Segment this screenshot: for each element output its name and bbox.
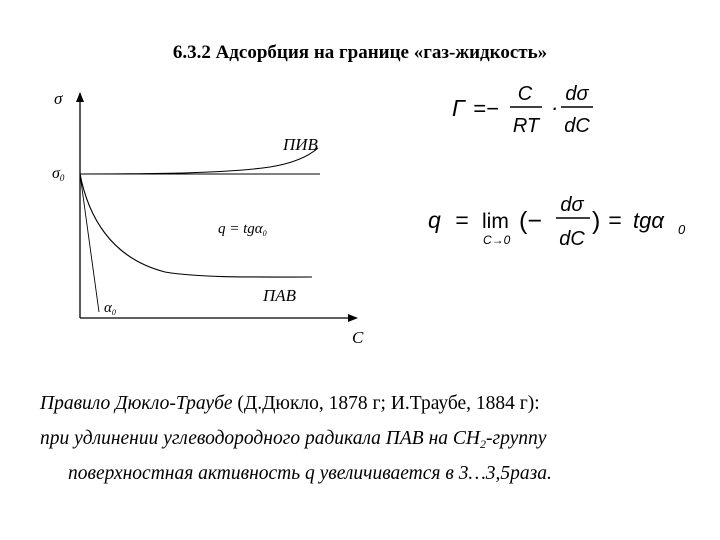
rule-line-2b: -группу bbox=[485, 428, 547, 449]
piv-label: ПИВ bbox=[283, 135, 318, 154]
x-axis-label: C bbox=[352, 328, 364, 347]
svg-text:dC: dC bbox=[559, 228, 585, 250]
y-axis-label: σ bbox=[54, 89, 63, 108]
pav-label: ПАВ bbox=[263, 286, 297, 305]
tangent-line bbox=[80, 174, 99, 312]
svg-text:tgα: tgα bbox=[633, 208, 664, 233]
slope-label: q = tgα$_0$ bbox=[218, 221, 267, 238]
limit-formula bbox=[428, 194, 686, 250]
svg-text:·: · bbox=[551, 95, 559, 120]
svg-text:dC: dC bbox=[564, 115, 590, 137]
rule-line-2a: при удлинении углеводородного радикала ПАВ на СН bbox=[40, 428, 480, 449]
rule-title-line bbox=[40, 386, 690, 421]
svg-text:C: C bbox=[517, 83, 533, 105]
pav-curve bbox=[80, 174, 312, 277]
rule-authors: (Д.Дюкло, 1878 г; И.Траубе, 1884 г): bbox=[232, 393, 540, 414]
rule-name: Правило Дюкло-Траубе bbox=[40, 393, 233, 414]
svg-text:C→0: C→0 bbox=[483, 233, 511, 247]
svg-text:RT: RT bbox=[512, 115, 540, 137]
svg-text:(−: (− bbox=[519, 207, 542, 235]
svg-text:): ) bbox=[592, 207, 601, 235]
svg-text:Г: Г bbox=[452, 95, 465, 121]
svg-text:q: q bbox=[428, 207, 441, 233]
x-axis-arrow bbox=[348, 314, 358, 322]
svg-text:=−: =− bbox=[473, 96, 499, 121]
svg-text:dσ: dσ bbox=[565, 83, 589, 105]
alpha-label: $\alpha_0$ bbox=[104, 300, 116, 317]
sigma0-label: σ0 bbox=[52, 165, 65, 183]
gibbs-formula bbox=[452, 83, 593, 137]
svg-text:dσ: dσ bbox=[560, 194, 584, 216]
svg-text:lim: lim bbox=[482, 210, 509, 233]
svg-text:0: 0 bbox=[678, 222, 686, 237]
y-axis-arrow bbox=[76, 92, 84, 102]
rule-line-3: поверхностная активность q увеличивается в 3…3,5раза. bbox=[68, 463, 552, 484]
svg-text:=: = bbox=[455, 207, 469, 233]
svg-text:=: = bbox=[608, 207, 622, 233]
page-title: 6.3.2 Адсорбция на границе «газ-жидкость» bbox=[172, 42, 548, 63]
rule-line-2-sub: 2 bbox=[479, 437, 486, 451]
